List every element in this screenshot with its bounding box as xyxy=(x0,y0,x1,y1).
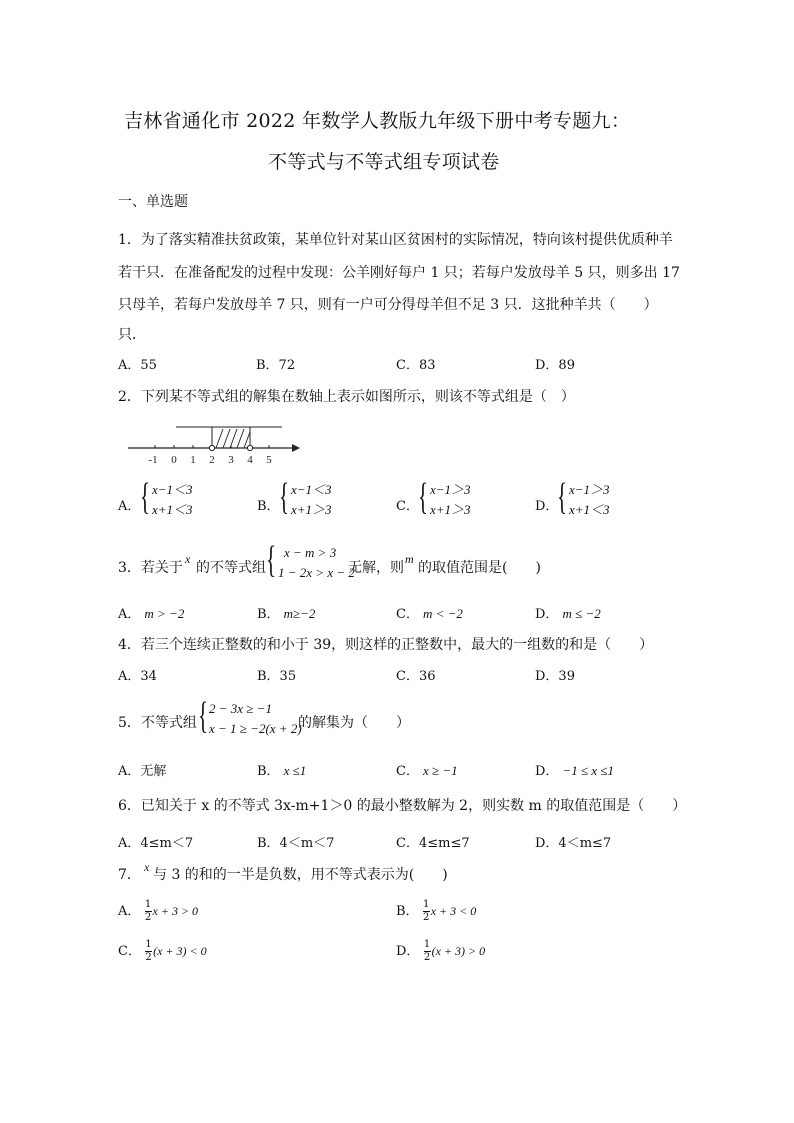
brace: { xyxy=(266,539,277,581)
q6-stem: 6．已知关于 x 的不等式 3x-m+1＞0 的最小整数解为 2，则实数 m 的取值范围是（ ） xyxy=(118,798,687,814)
q2-option-a[interactable]: A． xyxy=(118,499,141,514)
brace: { xyxy=(418,476,429,518)
q1-option-b[interactable]: B．72 xyxy=(256,358,296,373)
q1-line-3: 只母羊，若每户发放母羊 7 只，则有一户可分得母羊但不足 3 只．这批种羊共（ ） xyxy=(118,297,658,313)
q4-option-a[interactable]: A．34 xyxy=(118,669,157,684)
solution-hatch xyxy=(216,429,250,448)
q6-option-b[interactable]: B．4＜m＜7 xyxy=(257,836,335,851)
q2-option-a-system: x−1＜3 x+1＜3 xyxy=(152,482,193,517)
open-circle-2 xyxy=(209,445,214,450)
q3-option-b[interactable]: B． m≥−2 xyxy=(257,606,316,622)
q4-option-c[interactable]: C．36 xyxy=(396,669,436,684)
q4-option-b[interactable]: B．35 xyxy=(257,669,297,684)
q1-line-2: 若干只．在准备配发的过程中发现：公羊刚好每户 1 只；若每户发放母羊 5 只，则多出 17 xyxy=(118,265,680,281)
q6-option-a[interactable]: A．4≤m＜7 xyxy=(118,836,194,851)
brace: { xyxy=(557,476,568,518)
q3-prefix: 3．若关于 xyxy=(118,560,183,576)
q5-prefix: 5．不等式组 xyxy=(118,715,197,731)
q2-option-c[interactable]: C． xyxy=(396,499,419,514)
q5-option-c[interactable]: C． x ≥ −1 xyxy=(396,763,458,779)
q5-option-d[interactable]: D． −1 ≤ x ≤1 xyxy=(535,763,614,779)
q1-line-1: 1．为了落实精准扶贫政策，某单位针对某山区贫困村的实际情况，特向该村提供优质种羊 xyxy=(118,232,673,248)
q3-suffix-1: 无解，则 xyxy=(348,560,404,576)
brace: { xyxy=(279,476,290,518)
q6-option-c[interactable]: C．4≤m≤7 xyxy=(396,836,470,851)
tick-label: -1 xyxy=(148,454,158,466)
q4-stem: 4．若三个连续正整数的和小于 39，则这样的正整数中，最大的一组数的和是（ ） xyxy=(118,637,654,653)
q2-option-b-system: x−1＜3 x+1＞3 xyxy=(291,482,332,517)
q3-option-a[interactable]: A． m > −2 xyxy=(118,606,185,622)
q1-option-a[interactable]: A．55 xyxy=(118,358,157,373)
title-line-2: 不等式与不等式组专项试卷 xyxy=(268,151,500,173)
q3-mid: 的不等式组 xyxy=(196,560,266,576)
q7-option-c[interactable]: C． $\frac{1}{2}$ (x + 3) < 0 xyxy=(118,939,207,963)
q3-option-d[interactable]: D． m ≤ −2 xyxy=(535,606,601,622)
q5-system: 2 − 3x ≥ −1 x − 1 ≥ −2(x + 2) xyxy=(209,701,302,736)
section-heading: 一、单选题 xyxy=(118,194,188,210)
q7-option-d[interactable]: D． $\frac{1}{2}$ (x + 3) > 0 xyxy=(396,939,486,963)
q7-option-b[interactable]: B． $\frac{1}{2}$ x + 3 < 0 xyxy=(396,899,477,923)
q2-option-b[interactable]: B． xyxy=(257,499,280,514)
q2-option-c-system: x−1＞3 x+1＞3 xyxy=(430,482,471,517)
tick-label: 1 xyxy=(190,454,196,466)
q7-prefix: 7． xyxy=(118,867,141,883)
number-line-figure xyxy=(124,418,304,470)
q5-suffix: 的解集为（ ） xyxy=(298,715,410,731)
q3-var-x: x xyxy=(185,552,191,566)
brace: { xyxy=(140,476,151,518)
q2-stem: 2．下列某不等式组的解集在数轴上表示如图所示，则该不等式组是（ ） xyxy=(118,389,575,405)
q7-option-a[interactable]: A． $\frac{1}{2}$ x + 3 > 0 xyxy=(118,899,199,923)
q7-stem: 与 3 的和的一半是负数，用不等式表示为( ) xyxy=(153,867,448,883)
q5-option-b[interactable]: B． x ≤1 xyxy=(257,763,307,779)
q4-option-d[interactable]: D．39 xyxy=(535,669,575,684)
tick-label: 0 xyxy=(171,454,177,466)
q7-var-x: x xyxy=(144,860,150,874)
q6-option-d[interactable]: D．4＜m≤7 xyxy=(535,836,612,851)
q3-var-m: m xyxy=(405,552,414,566)
number-line-arrow xyxy=(292,444,300,452)
q5-option-a[interactable]: A．无解 xyxy=(118,764,167,779)
fraction-half: $\frac{1}{2}$ xyxy=(423,899,430,923)
q3-suffix-2: 的取值范围是( ) xyxy=(418,560,541,576)
q3-option-c[interactable]: C． m < −2 xyxy=(396,606,463,622)
brace: { xyxy=(198,695,209,737)
open-circle-4 xyxy=(247,445,252,450)
tick-label: 5 xyxy=(266,454,272,466)
title-line-1: 吉林省通化市 2022 年数学人教版九年级下册中考专题九： xyxy=(124,110,631,132)
q2-option-d[interactable]: D． xyxy=(535,499,559,514)
q1-option-c[interactable]: C．83 xyxy=(396,358,436,373)
fraction-half: $\frac{1}{2}$ xyxy=(145,939,152,963)
tick-label: 3 xyxy=(228,454,234,466)
q3-system: x − m > 3 1 − 2x > x − 2 xyxy=(278,545,355,580)
tick-label: 4 xyxy=(247,454,253,466)
q1-line-4: 只． xyxy=(118,327,146,343)
q1-option-d[interactable]: D．89 xyxy=(535,358,575,373)
tick-label: 2 xyxy=(209,454,215,466)
q2-option-d-system: x−1＞3 x+1＜3 xyxy=(569,482,610,517)
fraction-half: $\frac{1}{2}$ xyxy=(144,899,152,923)
fraction-half: $\frac{1}{2}$ xyxy=(423,939,431,963)
